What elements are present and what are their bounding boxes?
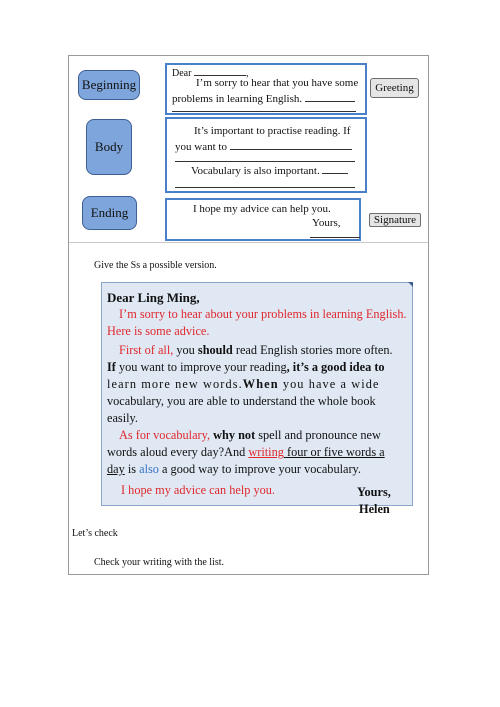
p3-text-b: words aloud every day?And [107, 445, 249, 459]
yours-line: Yours, [357, 485, 391, 499]
letter-p2-line3 [107, 376, 407, 393]
box1-line2: problems in learning English. [172, 93, 303, 105]
box2-blank-1 [230, 139, 352, 150]
should-word: should [197, 343, 233, 357]
letter-p2-line4: vocabulary, you are able to understand the whole book [107, 394, 376, 408]
day-word: day [107, 462, 125, 476]
greeting-tag: Greeting [370, 78, 419, 98]
instruction-text: Give the Ss a possible version. [94, 260, 217, 271]
box1-blank [305, 91, 355, 102]
ending-label: Ending [82, 196, 137, 230]
letter-p1b: Here is some advice. [107, 324, 210, 338]
p2-text-a: you [173, 343, 198, 357]
letter-p3-line2 [107, 444, 407, 461]
box2-blank-2 [322, 163, 348, 174]
signature-name: Helen [359, 502, 390, 516]
when-word: When [242, 377, 279, 391]
beginning-box [165, 63, 367, 115]
first-of-all: First of all, [119, 343, 174, 357]
also-word: also [139, 462, 159, 476]
dear-label: Dear [172, 68, 192, 79]
section-divider [69, 242, 428, 243]
why-not-phrase: why not [210, 428, 256, 442]
p3-text-c: four or five words a [283, 445, 385, 459]
if-word: If [107, 360, 116, 374]
dear-comma: , [245, 68, 249, 79]
p2-text-b: read English stories more often. [232, 343, 393, 357]
p2-text-e: you have a wide [278, 377, 380, 391]
signature-tag: Signature [369, 213, 421, 227]
box2-line3: Vocabulary is also important. [191, 165, 320, 177]
model-letter [101, 282, 413, 516]
check-instruction: Check your writing with the list. [94, 557, 224, 568]
signature-blank [310, 237, 360, 238]
ending-box [165, 198, 361, 241]
beginning-label: Beginning [78, 70, 140, 100]
box2-answer-line-1 [175, 161, 355, 162]
writing-word: writing [248, 445, 284, 459]
box3-line2: Yours, [312, 217, 341, 229]
name-blank [194, 65, 246, 76]
box1-line1: I’m sorry to hear that you have some [196, 77, 359, 89]
closing-line: I hope my advice can help you. [121, 483, 275, 497]
check-heading: Let’s check [72, 528, 118, 539]
is-word: is [124, 462, 140, 476]
p2-text-c: you want to improve your reading [115, 360, 287, 374]
letter-p2-line2 [107, 359, 407, 376]
letter-p2-line1 [107, 342, 407, 359]
body-label: Body [86, 119, 132, 175]
letter-p1a: I’m sorry to hear about your problems in learning English. [119, 307, 407, 321]
as-for-vocabulary: As for vocabulary, [119, 428, 211, 442]
letter-p2-line5: easily. [107, 411, 138, 425]
letter-p3-line1 [107, 427, 407, 444]
box3-line1: I hope my advice can help you. [193, 203, 331, 215]
box2-answer-line-2 [175, 187, 355, 188]
p2-text-d: learn more new words. [107, 377, 243, 391]
corner-marker [408, 282, 413, 287]
box1-answer-line [172, 111, 356, 112]
p3-text-a: spell and pronounce new [255, 428, 381, 442]
body-box [165, 117, 367, 193]
box2-line1: It’s important to practise reading. If [194, 125, 351, 137]
p3-text-d: a good way to improve your vocabulary. [158, 462, 361, 476]
letter-p3-line3 [107, 461, 407, 478]
box2-line2: you want to [175, 141, 227, 153]
good-idea-phrase: , it’s a good idea to [286, 360, 385, 374]
salutation: Dear Ling Ming, [107, 290, 200, 305]
